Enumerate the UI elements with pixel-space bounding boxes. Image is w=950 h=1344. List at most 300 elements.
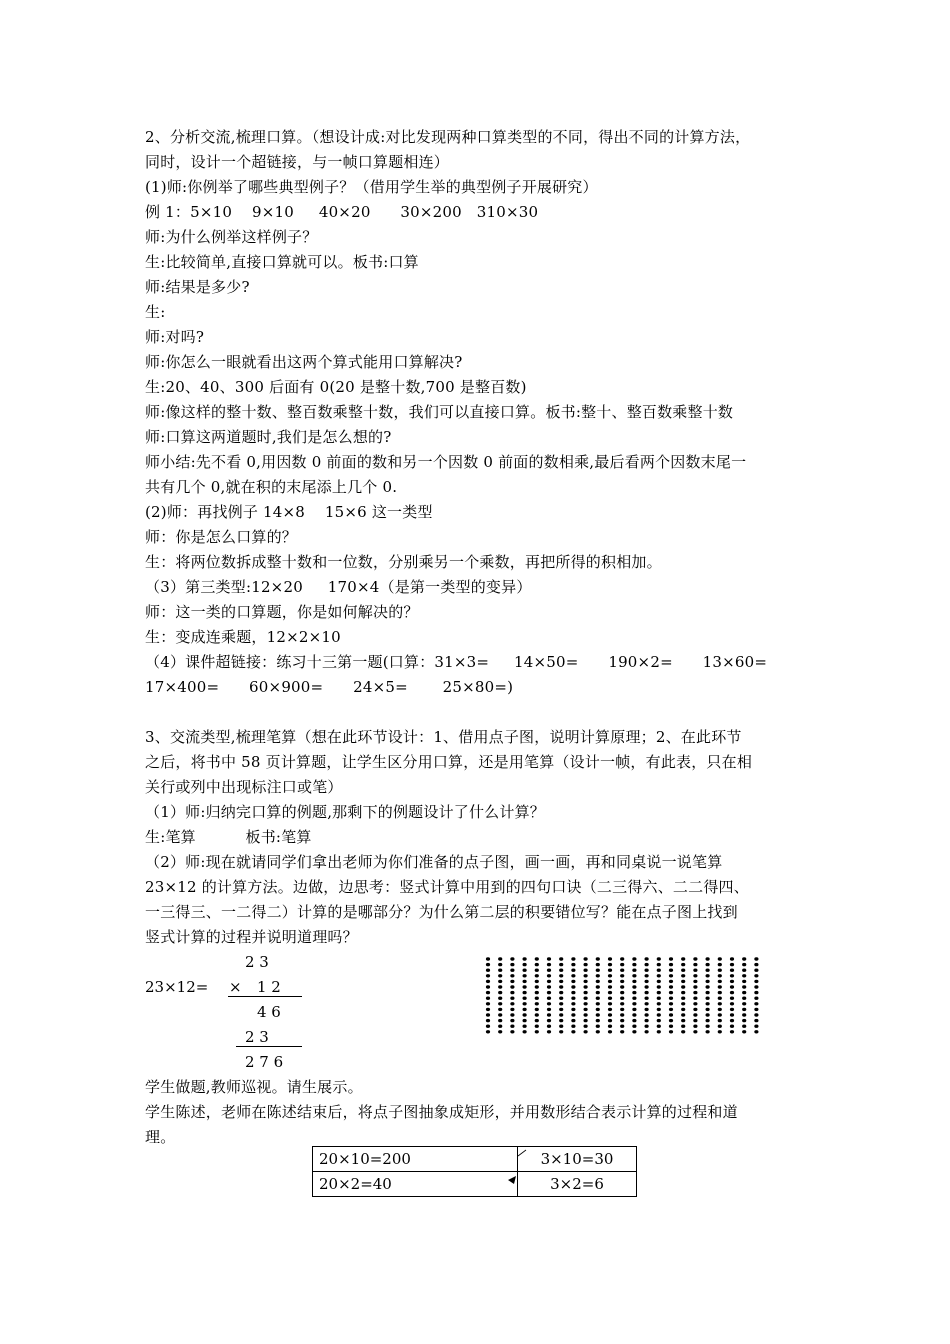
dot (584, 1025, 588, 1028)
dot (486, 980, 490, 983)
dot (486, 957, 490, 960)
dot (498, 1030, 502, 1033)
rule-line (228, 996, 302, 997)
dot (730, 980, 734, 983)
dot (571, 1019, 575, 1022)
text-line: 师：你是怎么口算的？ (145, 528, 298, 546)
dot (620, 991, 624, 994)
dot (535, 985, 539, 988)
dot (498, 1002, 502, 1005)
times-sign: × (229, 978, 242, 996)
dot (632, 991, 636, 994)
dot (608, 980, 612, 983)
text-line: 一三得三、一二得二）计算的是哪部分？为什么第二层的积要错位写？能在点子图上找到 (145, 903, 738, 921)
text-line: 师:对吗? (145, 328, 205, 346)
dot (486, 1013, 490, 1016)
dot (510, 963, 514, 966)
text-line: (1)师:你例举了哪些典型例子？（借用学生举的典型例子开展研究） (145, 178, 598, 196)
dot (584, 985, 588, 988)
dot (742, 991, 746, 994)
dot (645, 991, 649, 994)
dot (645, 957, 649, 960)
dot (754, 997, 758, 1000)
dot (596, 1030, 600, 1033)
dot (742, 974, 746, 977)
text-line: 竖式计算的过程并说明道理吗？ (145, 928, 358, 946)
dot (486, 974, 490, 977)
dot (571, 963, 575, 966)
dot (510, 969, 514, 972)
dot (632, 963, 636, 966)
dot (559, 969, 563, 972)
dot (657, 980, 661, 983)
text-line: 23×12 的计算方法。边做，边思考：竖式计算中用到的四句口诀（二三得六、二二得四、 (145, 878, 749, 896)
text-line: 例 1：5×10 9×10 40×20 30×200 310×30 (145, 203, 539, 221)
dot (620, 1013, 624, 1016)
dot (535, 991, 539, 994)
dot (645, 1030, 649, 1033)
dot (693, 1030, 697, 1033)
dot (632, 1019, 636, 1022)
dot (523, 985, 527, 988)
dot (730, 1019, 734, 1022)
dot (632, 1008, 636, 1011)
dot (486, 1025, 490, 1028)
dot (596, 980, 600, 983)
dot (486, 1002, 490, 1005)
dot (571, 957, 575, 960)
dot (657, 974, 661, 977)
dot (584, 1008, 588, 1011)
dot (754, 963, 758, 966)
dot (510, 957, 514, 960)
dot (718, 980, 722, 983)
dot (693, 969, 697, 972)
dot (681, 1008, 685, 1011)
text-line: 师：这一类的口算题，你是如何解决的？ (145, 603, 419, 621)
dot (535, 1030, 539, 1033)
dot (669, 1008, 673, 1011)
dot (669, 963, 673, 966)
dot (596, 991, 600, 994)
text-line: 理。 (145, 1128, 176, 1146)
text-line: 师:为什么例举这样例子？ (145, 228, 318, 246)
text-line: 17×400= 60×900= 24×5= 25×80=) (145, 678, 514, 696)
dot (657, 957, 661, 960)
dot (584, 1002, 588, 1005)
rule-line (236, 1046, 302, 1047)
dot (523, 1008, 527, 1011)
dot (486, 1008, 490, 1011)
dot (510, 1019, 514, 1022)
dot (547, 1025, 551, 1028)
dot (571, 969, 575, 972)
dot (657, 1019, 661, 1022)
dot (571, 1013, 575, 1016)
dot (681, 1030, 685, 1033)
dot (742, 1030, 746, 1033)
dot (730, 1008, 734, 1011)
dot (608, 1030, 612, 1033)
dot (559, 957, 563, 960)
dot (742, 1019, 746, 1022)
dot (730, 1013, 734, 1016)
dot (584, 991, 588, 994)
text-line: （2）师:现在就请同学们拿出老师为你们准备的点子图，画一画，再和同桌说一说笔算 (145, 853, 723, 871)
dot (730, 957, 734, 960)
dot (523, 957, 527, 960)
dot (608, 985, 612, 988)
dot (498, 969, 502, 972)
dot (584, 1013, 588, 1016)
dot (498, 1013, 502, 1016)
dot (669, 974, 673, 977)
multiplicand: 2 3 (245, 953, 269, 971)
dot (535, 997, 539, 1000)
dot (645, 1019, 649, 1022)
dot (620, 1030, 624, 1033)
dot (681, 1019, 685, 1022)
dot (706, 991, 710, 994)
dot (754, 1025, 758, 1028)
dot (620, 1002, 624, 1005)
dot (657, 1013, 661, 1016)
dot (559, 963, 563, 966)
dot (681, 969, 685, 972)
dot (596, 969, 600, 972)
dot (498, 1019, 502, 1022)
dot (620, 997, 624, 1000)
dot (584, 1030, 588, 1033)
dot (571, 1025, 575, 1028)
dot (620, 1019, 624, 1022)
dot (584, 969, 588, 972)
dot (571, 1002, 575, 1005)
text-line: 之后，将书中 58 页计算题，让学生区分用口算，还是用笔算（设计一帧，有此表，只在相 (145, 753, 753, 771)
table-row (313, 1172, 637, 1197)
dot (693, 1008, 697, 1011)
dot (693, 974, 697, 977)
dot (645, 969, 649, 972)
dot (706, 969, 710, 972)
dot (693, 1002, 697, 1005)
dot (657, 1002, 661, 1005)
dot (657, 1025, 661, 1028)
dot (523, 980, 527, 983)
dot (669, 997, 673, 1000)
dot (547, 957, 551, 960)
dot (535, 1025, 539, 1028)
dot (559, 1030, 563, 1033)
dot (523, 1002, 527, 1005)
dot (706, 963, 710, 966)
dot (681, 1002, 685, 1005)
dot (535, 1008, 539, 1011)
dot (742, 957, 746, 960)
dot (754, 1019, 758, 1022)
dot (706, 980, 710, 983)
dot (571, 980, 575, 983)
dot (584, 963, 588, 966)
dot (523, 991, 527, 994)
dot (571, 974, 575, 977)
dot (486, 991, 490, 994)
dot (523, 1013, 527, 1016)
area-model-table (312, 1146, 637, 1197)
dot (571, 1008, 575, 1011)
table-cell: 3×10=30 (518, 1147, 637, 1172)
dot (645, 985, 649, 988)
dot (657, 1030, 661, 1033)
product-result: 2 7 6 (245, 1053, 284, 1071)
dot (547, 980, 551, 983)
dot (559, 1025, 563, 1028)
dot (669, 957, 673, 960)
dot (596, 1013, 600, 1016)
text-line: 学生做题,教师巡视。请生展示。 (145, 1078, 363, 1096)
dot (620, 985, 624, 988)
dot (535, 963, 539, 966)
dot (535, 957, 539, 960)
dot (754, 969, 758, 972)
dot (559, 1013, 563, 1016)
dot (669, 969, 673, 972)
text-line: 生:比较简单,直接口算就可以。板书:口算 (145, 253, 419, 271)
partial-product-2: 2 3 (245, 1028, 269, 1046)
dot (547, 985, 551, 988)
dot (596, 957, 600, 960)
dot (559, 997, 563, 1000)
dot (706, 1002, 710, 1005)
dot (718, 997, 722, 1000)
dot (645, 980, 649, 983)
dot (510, 991, 514, 994)
dot (620, 963, 624, 966)
dot (559, 1008, 563, 1011)
dot (730, 991, 734, 994)
dot (584, 980, 588, 983)
dot (706, 1019, 710, 1022)
dot (669, 1025, 673, 1028)
dot (547, 1002, 551, 1005)
dot (632, 997, 636, 1000)
dot (498, 980, 502, 983)
dot (718, 1019, 722, 1022)
dot (559, 980, 563, 983)
dot (645, 997, 649, 1000)
dot (693, 1013, 697, 1016)
dot (620, 974, 624, 977)
dot (620, 1008, 624, 1011)
dot (706, 974, 710, 977)
dot (718, 1013, 722, 1016)
dot (730, 1030, 734, 1033)
text-line: 3、交流类型,梳理笔算（想在此环节设计：1、借用点子图，说明计算原理；2、在此环节 (145, 728, 742, 746)
dot (523, 974, 527, 977)
dot (693, 985, 697, 988)
dot (620, 969, 624, 972)
dot (669, 980, 673, 983)
dot (547, 1030, 551, 1033)
dot (681, 980, 685, 983)
dot (535, 1002, 539, 1005)
dot (571, 997, 575, 1000)
dot (754, 1030, 758, 1033)
dot (657, 969, 661, 972)
dot (669, 1019, 673, 1022)
dot (681, 957, 685, 960)
dot (608, 997, 612, 1000)
dot (620, 980, 624, 983)
text-line: 师:口算这两道题时,我们是怎么想的? (145, 428, 392, 446)
dot (510, 974, 514, 977)
dot (608, 969, 612, 972)
text-line: 师:像这样的整十数、整百数乘整十数，我们可以直接口算。板书:整十、整百数乘整十数 (145, 403, 734, 421)
dot (571, 991, 575, 994)
dot (547, 997, 551, 1000)
dot (754, 1013, 758, 1016)
dot (486, 969, 490, 972)
dot (730, 963, 734, 966)
dot (559, 974, 563, 977)
dot (596, 997, 600, 1000)
dot (510, 1013, 514, 1016)
dot (730, 1025, 734, 1028)
dot (706, 957, 710, 960)
dot (754, 991, 758, 994)
dot (632, 969, 636, 972)
text-line: 共有几个 0,就在积的末尾添上几个 0. (145, 478, 398, 496)
dot (742, 1025, 746, 1028)
dot (730, 1002, 734, 1005)
dot (742, 985, 746, 988)
dot (584, 974, 588, 977)
dot (571, 985, 575, 988)
partial-product-1: 4 6 (257, 1003, 281, 1021)
dot (547, 1008, 551, 1011)
dot (657, 963, 661, 966)
dot (706, 1025, 710, 1028)
dot (706, 1013, 710, 1016)
dot (620, 957, 624, 960)
dot (523, 969, 527, 972)
text-line: 生:笔算 板书:笔算 (145, 828, 312, 846)
dot (547, 991, 551, 994)
dot-grid (482, 955, 767, 1035)
dot (608, 991, 612, 994)
dot (681, 1025, 685, 1028)
dot (632, 980, 636, 983)
dot (620, 1025, 624, 1028)
dot (498, 1025, 502, 1028)
dot (510, 985, 514, 988)
dot (486, 997, 490, 1000)
text-line: 生:20、40、300 后面有 0(20 是整十数,700 是整百数) (145, 378, 527, 396)
dot (718, 991, 722, 994)
dot (547, 969, 551, 972)
dot (706, 1008, 710, 1011)
expression-label: 23×12= (145, 978, 209, 996)
dot (584, 957, 588, 960)
dot (632, 1002, 636, 1005)
dot (669, 991, 673, 994)
dot (596, 1019, 600, 1022)
dot (608, 1008, 612, 1011)
dot (498, 974, 502, 977)
dot (510, 980, 514, 983)
dot (596, 1008, 600, 1011)
dot (657, 985, 661, 988)
dot (498, 985, 502, 988)
dot (535, 1013, 539, 1016)
dot (718, 1002, 722, 1005)
dot (498, 991, 502, 994)
dot (498, 957, 502, 960)
dot (657, 991, 661, 994)
dot (523, 1030, 527, 1033)
dot (681, 985, 685, 988)
dot (669, 985, 673, 988)
dot (718, 963, 722, 966)
text-line: 2、分析交流,梳理口算。（想设计成:对比发现两种口算类型的不同，得出不同的计算方法， (145, 128, 751, 146)
dot (754, 985, 758, 988)
dot (608, 1025, 612, 1028)
dot (486, 1030, 490, 1033)
dot (547, 974, 551, 977)
dot (693, 1019, 697, 1022)
dot (742, 969, 746, 972)
text-line: （4）课件超链接：练习十三第一题(口算：31×3= 14×50= 190×2= 13×60= (145, 653, 768, 671)
dot (730, 985, 734, 988)
dot (693, 963, 697, 966)
text-line: （1）师:归纳完口算的例题,那剩下的例题设计了什么计算？ (145, 803, 545, 821)
text-line: 生: (145, 303, 166, 321)
text-line: (2)师：再找例子 14×8 15×6 这一类型 (145, 503, 433, 521)
dot (693, 997, 697, 1000)
dot (608, 1019, 612, 1022)
dot (718, 1030, 722, 1033)
dot (742, 997, 746, 1000)
table-cell: 20×10=200 (313, 1147, 518, 1172)
dot (571, 1030, 575, 1033)
text-line: 关行或列中出现标注口或笔） (145, 778, 343, 796)
text-line: 学生陈述，老师在陈述结束后，将点子图抽象成矩形，并用数形结合表示计算的过程和道 (145, 1103, 738, 1121)
dot (681, 974, 685, 977)
dot (559, 1002, 563, 1005)
table-cell: 20×2=40 (313, 1172, 518, 1197)
dot (547, 963, 551, 966)
dot (681, 963, 685, 966)
dot (718, 985, 722, 988)
dot (523, 997, 527, 1000)
dot (645, 1025, 649, 1028)
dot (596, 985, 600, 988)
cursor-arrow-icon (500, 1148, 530, 1188)
dot (706, 997, 710, 1000)
dot (693, 991, 697, 994)
text-line: 师:你怎么一眼就看出这两个算式能用口算解决? (145, 353, 463, 371)
dot (742, 963, 746, 966)
dot (693, 980, 697, 983)
dot (608, 957, 612, 960)
dot (718, 1008, 722, 1011)
dot (510, 997, 514, 1000)
dot (645, 974, 649, 977)
dot (657, 1008, 661, 1011)
dot (486, 985, 490, 988)
dot (718, 1025, 722, 1028)
dot (730, 974, 734, 977)
